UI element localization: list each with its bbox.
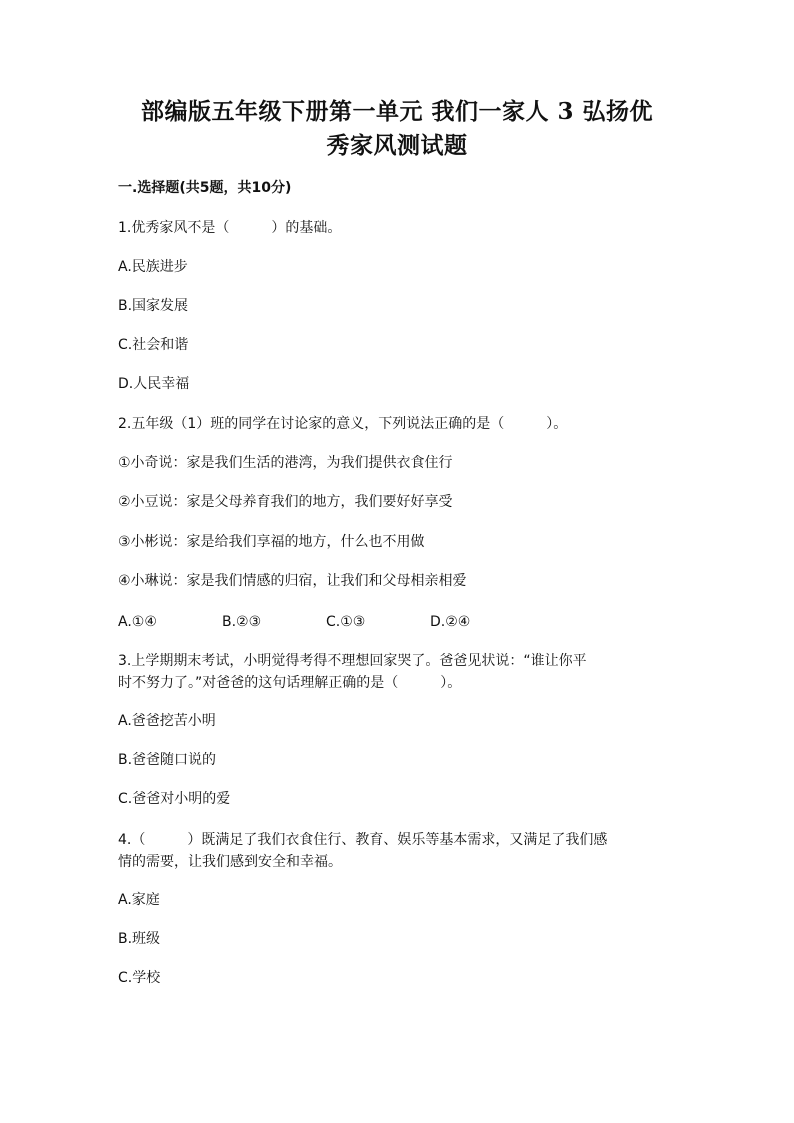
question-2-statement-2: ②小豆说：家是父母养育我们的地方，我们要好好享受 — [118, 494, 453, 510]
question-4-option-b: B.班级 — [118, 931, 161, 947]
question-1-stem: 1.优秀家风不是（ ）的基础。 — [118, 220, 342, 236]
question-1-option-c: C.社会和谐 — [118, 337, 189, 353]
question-3-stem-line-1: 3.上学期期末考试，小明觉得考得不理想回家哭了。爸爸见状说：“谁让你平 — [118, 653, 587, 669]
question-1-option-a: A.民族进步 — [118, 259, 188, 275]
question-1-option-d: D.人民幸福 — [118, 376, 190, 392]
question-3-stem-line-2: 时不努力了。”对爸爸的这句话理解正确的是（ ）。 — [118, 675, 462, 691]
question-3-option-a: A.爸爸挖苦小明 — [118, 713, 216, 729]
question-4-option-a: A.家庭 — [118, 892, 160, 908]
question-4-stem-line-1: 4.（ ）既满足了我们衣食住行、教育、娱乐等基本需求，又满足了我们感 — [118, 832, 608, 848]
question-3-option-b: B.爸爸随口说的 — [118, 752, 217, 768]
question-4-stem-line-2: 情的需要，让我们感到安全和幸福。 — [118, 854, 342, 870]
question-2-stem: 2.五年级（1）班的同学在讨论家的意义，下列说法正确的是（ ）。 — [118, 416, 568, 432]
question-2-option-b: B.②③ — [222, 614, 262, 630]
question-2-option-a: A.①④ — [118, 614, 157, 630]
question-2-statement-3: ③小彬说：家是给我们享福的地方，什么也不用做 — [118, 534, 425, 550]
question-2-option-d: D.②④ — [430, 614, 471, 630]
question-2-statement-1: ①小奇说：家是我们生活的港湾，为我们提供衣食住行 — [118, 455, 453, 471]
question-2-statement-4: ④小琳说：家是我们情感的归宿，让我们和父母相亲相爱 — [118, 573, 467, 589]
question-4-option-c: C.学校 — [118, 970, 161, 986]
question-2-option-c: C.①③ — [326, 614, 366, 630]
question-3-option-c: C.爸爸对小明的爱 — [118, 791, 231, 807]
document-title-line-1: 部编版五年级下册第一单元 我们一家人 3 弘扬优 — [140, 98, 654, 125]
document-title-line-2: 秀家风测试题 — [326, 132, 468, 159]
question-1-option-b: B.国家发展 — [118, 298, 189, 314]
section-heading: 一.选择题(共5题，共10分) — [118, 180, 292, 196]
question-2-options-row — [118, 612, 538, 632]
